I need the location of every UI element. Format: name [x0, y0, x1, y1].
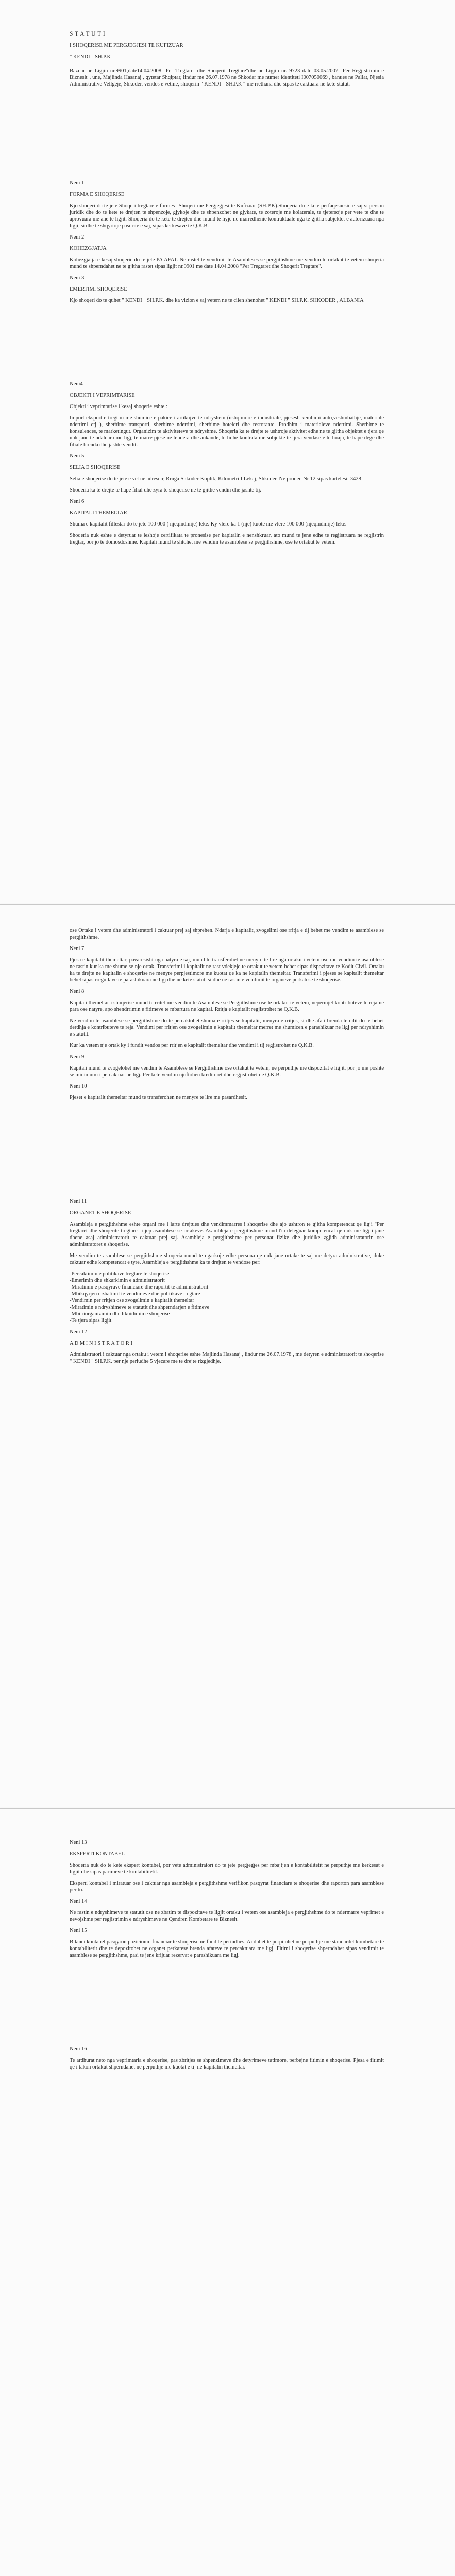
company-name: " KENDI " SH.P.K	[70, 54, 111, 60]
article-title: KAPITALI THEMELTAR	[70, 510, 127, 516]
article-number: Neni 10	[70, 1083, 87, 1089]
article-paragraph: Objekti i veprimtarise i kesaj shoqerie eshte :	[70, 404, 167, 410]
article-paragraph: Pjeset e kapitalit themeltar mund te transferohen ne menyre te lire me pasardhesit.	[70, 1095, 247, 1100]
article-paragraph: Selia e shoqerise do te jete e vet ne adresen; Rruga Shkoder-Koplik, Kilometri I Lekaj, Shkoder. Ne pronen Nr 12 sipas kartelesit 3428	[70, 476, 361, 482]
list-item: -Mbi riorganizimin dhe likuidimin e shoqerise	[70, 1311, 170, 1317]
article-number: Neni 13	[70, 1840, 87, 1845]
article-paragraph: Eksperti kontabel i miratuar ose i caktuar nga asambleja e pergjithshme verifikon pasqyrat financiare te shoqerise dhe raporton para asamblese per to.	[70, 1880, 384, 1893]
article-paragraph: Pjesa e kapitalit themeltar, pavaresisht nga natyra e saj, mund te transferohet ne menyre te lire nga ortaku i vetem ose me vendim te asamblese ne rastin kur ka me shume se nje ortak. Transferimi i kapitalit ne rast vdekjeje te ortakut te vetem behet sipas dispozitave te Kodit Civil. Ortaku ka te drejte ne kapitalin e shoqerise ne menyre perpjestimore me kuotat qe ka ne kapitalin themeltar. Transferimi i pjeses se kapitalit themeltar behet sipas rregullave te parashikuara ne ligj dhe ne kete statut, si dhe ne rastin e vendimit te organeve perkatese te shoqerise.	[70, 957, 384, 983]
article-paragraph: Shoqeria nuk eshte e detyruar te leshoje certifikata te pronesise per kapitalin e nenshkruar, ato mund te jene edhe te regjistruara ne regjistrin tregtar, por jo te domosdoshme. Kapitali mund te shtohet me vendim te asamblese se pergjithshme, ose te ortakut te vetem.	[70, 533, 384, 545]
article-number: Neni 9	[70, 1054, 85, 1060]
article-paragraph: Kur ka vetem nje ortak ky i fundit vendos per rritjen e kapitalit themeltar dhe vendimi i tij regjistrohet ne Q.K.B.	[70, 1043, 314, 1048]
article-paragraph: Shoqeria ka te drejte te hape filial dhe zyra te shoqerise ne te gjithe vendin dhe jashte tij.	[70, 487, 262, 493]
list-item: -Vendimin per rritjen ose zvogelimin e kapitalit themeltar	[70, 1298, 194, 1303]
article-paragraph: Ne vendim te asamblese se pergjithshme do te percaktohet shuma e rritjes se kapitalit, menyra e rritjes, si dhe afati brenda te cilit do te behet derdhja e kontributeve te reja. Vendimi per rritjen ose zvogelimin e kapitalit themeltar merret me shumicen e parashikuar ne ligj per ndryshimin e statutit.	[70, 1018, 384, 1037]
article-number: Neni 15	[70, 1928, 87, 1934]
page-3-content	[70, 1839, 384, 2075]
article-paragraph: Bilanci kontabel pasqyron pozicionin financiar te shoqerise ne fund te periudhes. Ai duhet te perpilohet ne perputhje me standardet kombetare te kontabilitetit dhe te depozitohet ne organet perkatese brenda afateve te percaktuara me ligj. Fitimi i shoqerise shperndahet sipas vendimit te asamblese se pergjithshme, pasi te jene krijuar rezervat e parashikuara me ligj.	[70, 1939, 384, 1958]
list-item: -Miratimin e pasqyrave financiare dhe raportit te administratorit	[70, 1284, 209, 1290]
article-number: Neni 1	[70, 180, 85, 186]
article-number: Neni 5	[70, 453, 85, 459]
article-paragraph: Te ardhurat neto nga veprimtaria e shoqerise, pas zbritjes se shpenzimeve dhe detyrimeve tatimore, perbejne fitimin e shoqerise. Pjesa e fitimit qe i takon ortakut shperndahet ne perputhje me kuotat e tij ne kapitalin themeltar.	[70, 2058, 384, 2070]
article-number: Neni 2	[70, 234, 85, 240]
article-number: Neni 16	[70, 2046, 87, 2052]
article-title: SELIA E SHOQERISE	[70, 465, 121, 470]
article-title: OBJEKTI I VEPRIMTARISE	[70, 393, 135, 398]
article-number: Neni 6	[70, 499, 85, 504]
document-title: S T A T U T I	[70, 31, 106, 37]
article-number: Neni 7	[70, 946, 85, 952]
article-title: ORGANET E SHOQERISE	[70, 1210, 131, 1216]
article-number: Neni 12	[70, 1329, 87, 1335]
article-title: EMERTIMI SHOQERISE	[70, 286, 127, 292]
list-item: -Te tjera sipas ligjit	[70, 1318, 112, 1324]
page-2-content	[70, 927, 384, 1369]
article-paragraph: Kapitali mund te zvogelohet me vendim te Asamblese se Pergjithshme ose ortakut te vetem, ne perputhje me dispozitat e ligjit, por jo me poshte se minimumi i percaktuar ne ligj. Per kete vendim njoftohen kreditoret dhe regjistrohet ne Q.K.B.	[70, 1065, 384, 1078]
article-number: Neni 14	[70, 1899, 87, 1904]
article-title: FORMA E SHOQERISE	[70, 192, 125, 197]
article-paragraph: Asambleja e pergjithshme eshte organi me i larte drejtues dhe vendimmarres i shoqerise dhe ajo ushtron te gjitha kompetencat qe ligji "Per tregtaret dhe shoqerite tregtare" i jep asamblese se ortakeve. Asambleja e pergjithshme mund t'ia deleguar kompetencat qe nuk me ligj i jane dhene asaj administratorit te caktuar prej saj. Asambleja e pergjithshme per personat fizike dhe juridike zgjidh administratorin ose administratoret e shoqerise.	[70, 1222, 384, 1247]
article-paragraph: Kjo shoqeri do te jete Shoqeri tregtare e formes "Shoqeri me Pergjegjesi te Kufizuar (SH.P.K).Shoqeria do e kete perfaqesuesin e saj si person juridik dhe do te kete te drejten te shpenzoje, gjykoje dhe te shpenzohet ne gjykate, te zoteroje me kolaterale, te tjetersoje per vete te dhe te aprovuara me ane te ligjit. Shoqeria do te kete te drejten dhe mund te hyje ne marredhenie kontraktuale nga te gjitha subjektet e autorizuara nga ligji, si dhe te shqyrtoje pasurite e saj, sipas kerkesave te Q.K.B.	[70, 203, 384, 229]
article-paragraph: Shuma e kapitalit fillestar do te jete 100 000 ( njeqindmije) leke. Ky vlere ka 1 (nje) kuote me vlere 100 000 (njeqindmije) leke.	[70, 521, 347, 527]
article-paragraph: Kapitali themeltar i shoqerise mund te rritet me vendim te Asamblese se Pergjithshme ose te ortakut te vetem, nepermjet kontributeve te reja ne para ose natyre, apo shendrrimin e fitimeve te mbartura ne kapital. Rritja e kapitalit regjistrohet ne Q.K.B.	[70, 1000, 384, 1012]
article-paragraph: Import eksport e tregtim me shumice e pakice i artikujve te ndryshem (ushqimore e industriale, pjesesh kembimi auto,veshmbathje, materiale ndertimi etj ), sherbime transporti, sherbime ndertimi, sherbime hoteleri dhe restorante. Prodhim i materialeve ndertimi. Sherbime te konsulences, te marketingut. Organizim te aktiviteteve te ndryshme. Shoqeria ka te drejte te ushtroje aktivitet edhe ne te gjitha objektet e tjera qe nuk jane te ndaluara me ligj, te marre pjese ne tendera dhe ankande, te lidhe kontrata me subjekte te tjera vendase e te huaja, te hape dege dhe filiale brenda dhe jashte vendit.	[70, 415, 384, 448]
article-paragraph: Kohezgjatja e kesaj shoqerie do te jete PA AFAT. Ne rastet te vendimit te Asambleses se pergjithshme me vendim te ortakut te vetem shoqeria mund te shperndahet ne te gjitha rastet sipas ligjit nr.9901 me date 14.04.2008 "Per Tregtaret dhe Shoqerit Tregtare".	[70, 257, 384, 269]
list-item: -Emerimin dhe shkarkimin e administratorit	[70, 1278, 165, 1283]
article-title: KOHEZGJATJA	[70, 246, 107, 251]
article-number: Neni 11	[70, 1199, 87, 1205]
article-paragraph: Ne rastin e ndryshimeve te statutit ose ne zbatim te dispozitave te ligjit ortaku i vetem ose asambleja e pergjithshme do te ndermarre veprimet e nevojshme per regjistrimin e ndryshimeve ne Qendren Kombetare te Biznesit.	[70, 1910, 384, 1922]
list-item: -Mbikqyrjen e zbatimit te vendimeve dhe politikave tregtare	[70, 1291, 200, 1297]
competence-list	[70, 1270, 384, 1324]
article-paragraph: Shoqeria nuk do te kete ekspert kontabel, por vete administratori do te jete pergjegjes per mbajtjen e kontabilitetit ne perputhje me kerkesat e ligjit dhe sipas parimeve te kontabilitetit.	[70, 1862, 384, 1875]
article-number: Neni 3	[70, 275, 85, 281]
intro-paragraph: Bazuar ne Ligjin nr.9901,date14.04.2008 "Per Tregtaret dhe Shoqerit Tregtare"dhe ne Ligjin nr. 9723 date 03.05.2007 "Per Regjistrimin e Biznesit", une, Majlinda Hasanaj , qytetar Shqiptar, lindur me 26.07.1978 ne Shkoder me numer identiteti I007050069 , banues ne Pallat, Njesia Administrative Vellgeje, Shkoder, vendos e vetme, shoqerin " KENDI " SH.P.K " me rrethana dhe sipas te caktuara ne kete statut.	[70, 68, 384, 87]
article-paragraph: Kjo shoqeri do te quhet " KENDI " SH.P.K. dhe ka vizion e saj vetem ne te cilen shenohet " KENDI " SH.P.K. SHKODER , ALBANIA	[70, 298, 364, 303]
page-1-content	[70, 31, 384, 550]
page-divider	[0, 904, 455, 905]
article-paragraph: ose Ortaku i vetem dhe administratori i caktuar prej saj shprehen. Ndarja e kapitalit, zvogelimi ose rritja e tij behet me vendim te asamblese se pergjithshme.	[70, 928, 384, 940]
document-subtitle: I SHOQERISE ME PERGJEGJESI TE KUFIZUAR	[70, 43, 183, 48]
list-item: -Miratimin e ndryshimeve te statutit dhe shperndarjen e fitimeve	[70, 1304, 210, 1310]
page-divider	[0, 1808, 455, 1809]
article-paragraph: Me vendim te asamblese se pergjithshme shoqeria mund te ngarkoje edhe persona qe nuk jane ortake te saj me detyra administrative, duke caktuar edhe kompetencat e tyre. Asambleja e pergjithshme ka te drejten te vendose per:	[70, 1253, 384, 1265]
article-title: A D M I N I S T R A T O R I	[70, 1341, 133, 1346]
article-title: EKSPERTI KONTABEL	[70, 1851, 125, 1857]
article-number: Neni4	[70, 381, 83, 387]
article-paragraph: Administratori i caktuar nga ortaku i vetem i shoqerise eshte Majlinda Hasanaj , lindur me 26.07.1978 , me detyren e administratorit te shoqerise " KENDI " SH.P.K. per nje periudhe 5 vjecare me te drejte rizgjedhje.	[70, 1352, 384, 1364]
article-number: Neni 8	[70, 989, 85, 994]
list-item: -Percaktimin e politikave tregtare te shoqerise	[70, 1271, 170, 1277]
